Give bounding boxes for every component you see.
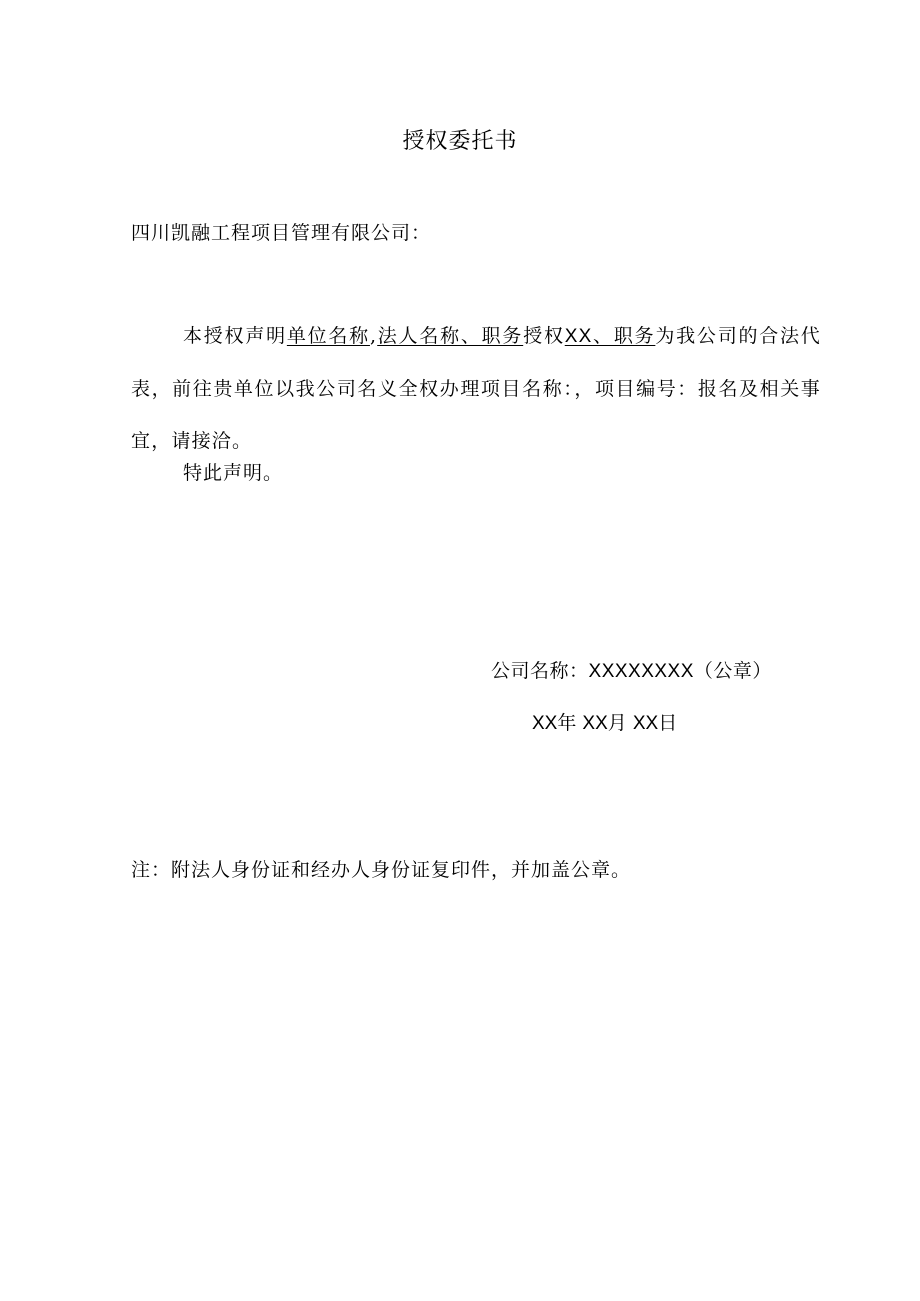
document-title: 授权委托书 [402, 129, 518, 154]
company-value: XXXXXXXX [588, 661, 694, 682]
authorize-word: 授权 [523, 325, 565, 347]
date-month: XX [582, 713, 608, 734]
addressee: 四川凯融工程项目管理有限公司： [131, 222, 432, 244]
company-label: 公司名称： [491, 660, 589, 682]
attachment-note: 注：附法人身份证和经办人身份证复印件，并加盖公章。 [131, 859, 632, 881]
date-day: XX [632, 713, 659, 734]
signature-date [532, 708, 677, 735]
closing-statement: 特此声明。 [183, 462, 284, 484]
seal-note: （公章） [693, 660, 772, 682]
unit-name-field: 单位名称 [286, 325, 370, 347]
authorization-paragraph [131, 310, 821, 467]
legal-representative-field: 法人名称、职务 [377, 325, 524, 347]
year-char: 年 [557, 712, 577, 734]
agent-title-field: 、职务 [592, 325, 656, 347]
day-char: 日 [658, 712, 678, 734]
paragraph-intro: 本授权声明 [183, 325, 287, 347]
agent-name-field: XX [564, 326, 593, 347]
signature-company [491, 656, 772, 683]
separator-comma: , [369, 325, 378, 347]
paragraph-remainder: 为我公司的合法代表，前往贵单位以我公司名义全权办理项目名称：，项目编号：报名及相关事宜，请接洽。 [131, 325, 821, 452]
date-year: XX [532, 713, 558, 734]
month-char: 月 [607, 712, 627, 734]
